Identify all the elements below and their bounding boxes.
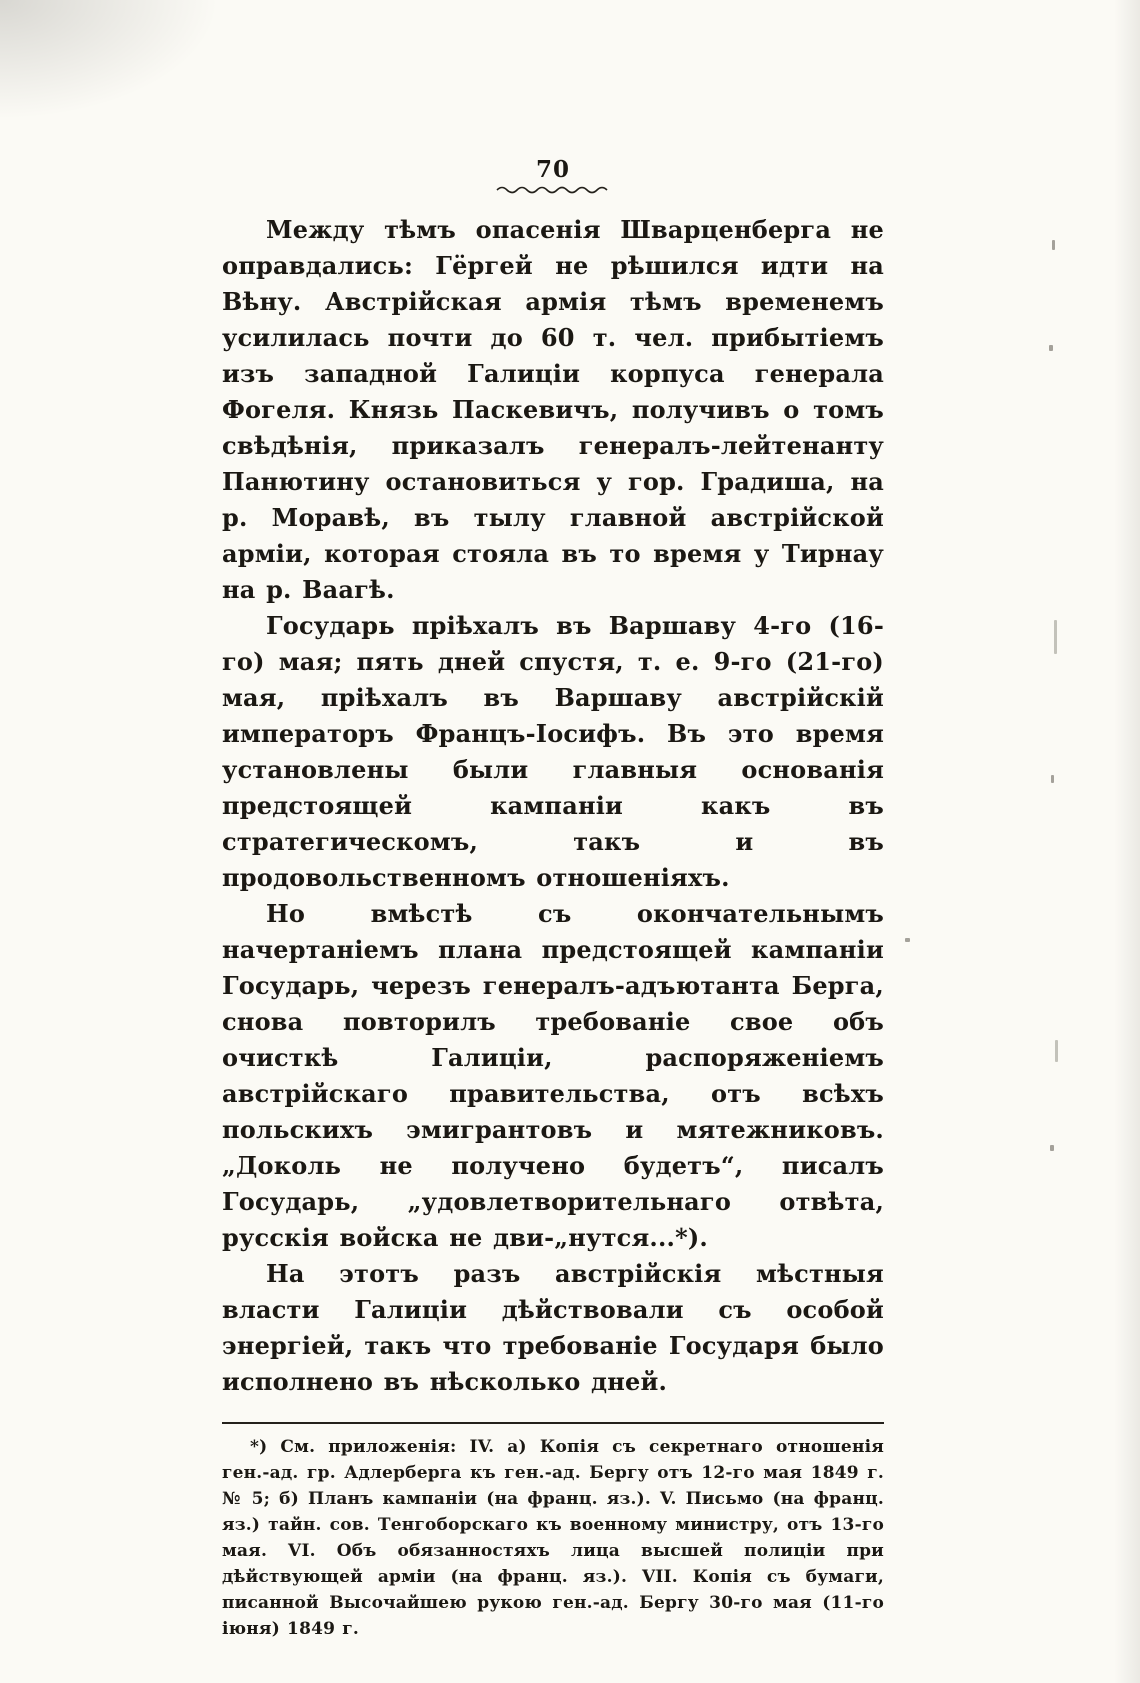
scan-speck	[1055, 1040, 1058, 1062]
scan-speck	[1052, 240, 1055, 250]
paragraph: Государь пріѣхалъ въ Варшаву 4-го (16-го) мая; пять дней спустя, т. е. 9-го (21-го) мая, пріѣхалъ въ Варшаву австрійскій императоръ Францъ-Іосифъ. Въ это время установлены были главныя основанія предстоящей кампаніи какъ въ стратегическомъ, такъ и въ продовольственномъ отношеніяхъ.	[222, 611, 884, 892]
scan-speck	[905, 938, 910, 942]
page-number: 70	[535, 156, 570, 183]
page-number-underline	[494, 184, 612, 194]
paragraph: Но вмѣстѣ съ окончательнымъ начертаніемъ плана предстоящей кампаніи Государь, черезъ генералъ-адъютанта Берга, снова повторилъ требованіе свое объ очисткѣ Галиціи, распоряженіемъ австрійскаго правительства, отъ всѣхъ польскихъ эмигрантовъ и мятежниковъ. „Доколь не получено будетъ“, писалъ Государь, „удовлетворительнаго отвѣта, русскія войска не дви-„нутся...*).	[222, 899, 884, 1252]
scan-speck	[1051, 775, 1054, 783]
footnote-separator	[222, 1422, 884, 1424]
footnote: *) См. приложенія: IV. а) Копія съ секретнаго отношенія ген.-ад. гр. Адлерберга къ ген.-ад. Бергу отъ 12-го мая 1849 г. № 5; б) Планъ кампаніи (на франц. яз.). V. Письмо (на франц. яз.) тайн. сов. Тенгоборскаго къ военному министру, отъ 13-го мая. VI. Объ обязанностяхъ лица высшей полиціи при дѣйствующей арміи (на франц. яз.). VII. Копія съ бумаги, писанной Высочайшею рукою ген.-ад. Бергу 30-го мая (11-го іюня) 1849 г.	[222, 1437, 884, 1639]
scan-speck	[1054, 620, 1057, 654]
scan-edge-shadow	[1114, 0, 1140, 1683]
paragraph: На этотъ разъ австрійскія мѣстныя власти Галиціи дѣйствовали съ особой энергіей, такъ что требованіе Государя было исполнено въ нѣсколько дней.	[222, 1259, 884, 1396]
paragraph: Между тѣмъ опасенія Шварценберга не оправдались: Гёргей не рѣшился идти на Вѣну. Австрійская армія тѣмъ временемъ усилилась почти до 60 т. чел. прибытіемъ изъ западной Галиціи корпуса генерала Фогеля. Князь Паскевичъ, получивъ о томъ свѣдѣнія, приказалъ генералъ-лейтенанту Панютину остановиться у гор. Градиша, на р. Моравѣ, въ тылу главной австрійской арміи, которая стояла въ то время у Тирнау на р. Ваагѣ.	[222, 215, 884, 604]
scan-speck	[1049, 345, 1053, 351]
page-header	[222, 158, 884, 194]
scan-corner-shadow	[0, 0, 220, 120]
scan-speck	[1050, 1145, 1054, 1151]
text-column	[222, 212, 884, 1642]
